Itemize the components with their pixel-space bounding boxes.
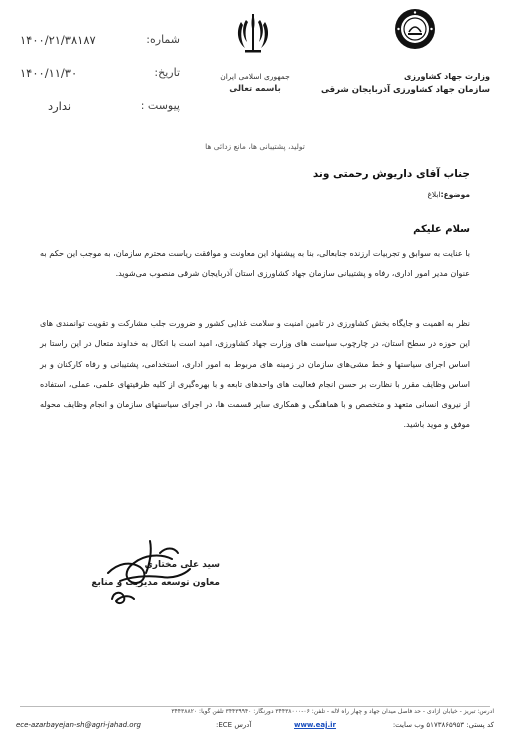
subject-value: ابلاغ: [427, 190, 441, 199]
footer-postal-text: کد پستی: ۵۱۷۳۸۶۵۹۵۳ وب سایت:: [392, 721, 494, 729]
letter-date-row: [20, 66, 180, 84]
footer-email-label: آدرس ECE:: [216, 721, 252, 729]
footer-website-link[interactable]: www.eaj.ir: [294, 721, 336, 729]
jahad-keshavarzi-logo-icon: [394, 8, 436, 50]
republic-caption: جمهوری اسلامی ایران: [220, 72, 290, 81]
attachment-row: [20, 99, 180, 117]
letter-number-label: شماره:: [146, 33, 180, 46]
letter-number-row: [20, 33, 180, 51]
letter-date-value: ۱۴۰۰/۱۱/۳۰: [20, 66, 78, 80]
organization-name: سازمان جهاد کشاورزی آذربایجان شرقی: [320, 85, 490, 95]
handwritten-signature: [100, 533, 195, 611]
greeting: سلام علیکم: [413, 224, 470, 235]
footer-divider: [20, 706, 490, 707]
footer-contact: [16, 721, 494, 735]
signatory-title: معاون توسعه مدیریت و منابع: [91, 578, 220, 588]
ministry-name: وزارت جهاد کشاورزی: [403, 72, 490, 81]
letter-date-label: تاریخ:: [154, 66, 180, 79]
subject-line: [427, 190, 470, 199]
footer-email[interactable]: ece-azarbayejan-sh@agri-jahad.org: [16, 721, 141, 729]
footer-postal: [393, 721, 494, 729]
signatory-name: سید علی مختاری: [144, 560, 220, 570]
letter-number-value: ۱۴۰۰/۲۱/۳۸۱۸۷: [20, 33, 96, 47]
attachment-value: ندارد: [48, 99, 72, 113]
slogan-text: تولید، پشتیبانی ها، مانع زدائی ها: [205, 142, 305, 151]
basmala-caption: باسمه تعالی: [229, 84, 281, 94]
footer-address: آدرس: تبریز - خیابان آزادی - حد فاصل میدان جهاد و چهار راه لاله - تلفن: ۰۶-۳۴۴۳۸۰۰۰ دورنگار: ۳۴۴۳۹۹۴۰ تلفن گویا: ۳۴۴۳۸۸۲۰: [171, 708, 494, 715]
body-paragraph-2: نظر به اهمیت و جایگاه بخش کشاورزی در تامین امنیت و سلامت غذایی کشور و ضرورت جلب مشارکت و تقویت توانمندی های این حوزه در سطح استان، در چارچوب سیاست های وزارت جهاد کشاورزی، امید است با اتکال به خداوند متعال در این راستا بر اساس اجرای سیاستها و خط مشی‌های سازمان در زمینه های مربوط به امور اداری، استخدامی، پشتیبانی و رفاه کارکنان و بر اساس وظایف مقرر با نظارت بر حسن انجام فعالیت های واحدهای تابعه و با بهره‌گیری از کلیه ظرفیتهای علمی، عملی، استفاده از نیروی انسانی متعهد و متخصص و با هماهنگی و همکاری سایر قسمت ها، در اجرای سیاستهای سازمان و انجام وظایف محوله موفق و موید باشید.: [40, 318, 470, 430]
attachment-label: پیوست :: [140, 99, 180, 112]
recipient-name: جناب آقای داریوش رحمتی وند: [312, 168, 470, 180]
body-paragraph-1: با عنایت به سوابق و تجربیات ارزنده جنابعالی، بنا به پیشنهاد این معاونت و موافقت ریاست محترم سازمان، به موجب این حکم به عنوان مدیر امور اداری، رفاه و پشتیبانی سازمان جهاد کشاورزی استان آذربایجان شرقی منصوب می‌شوید.: [40, 248, 470, 279]
subject-label: موضوع:: [440, 190, 470, 199]
iran-emblem-icon: [236, 12, 270, 58]
